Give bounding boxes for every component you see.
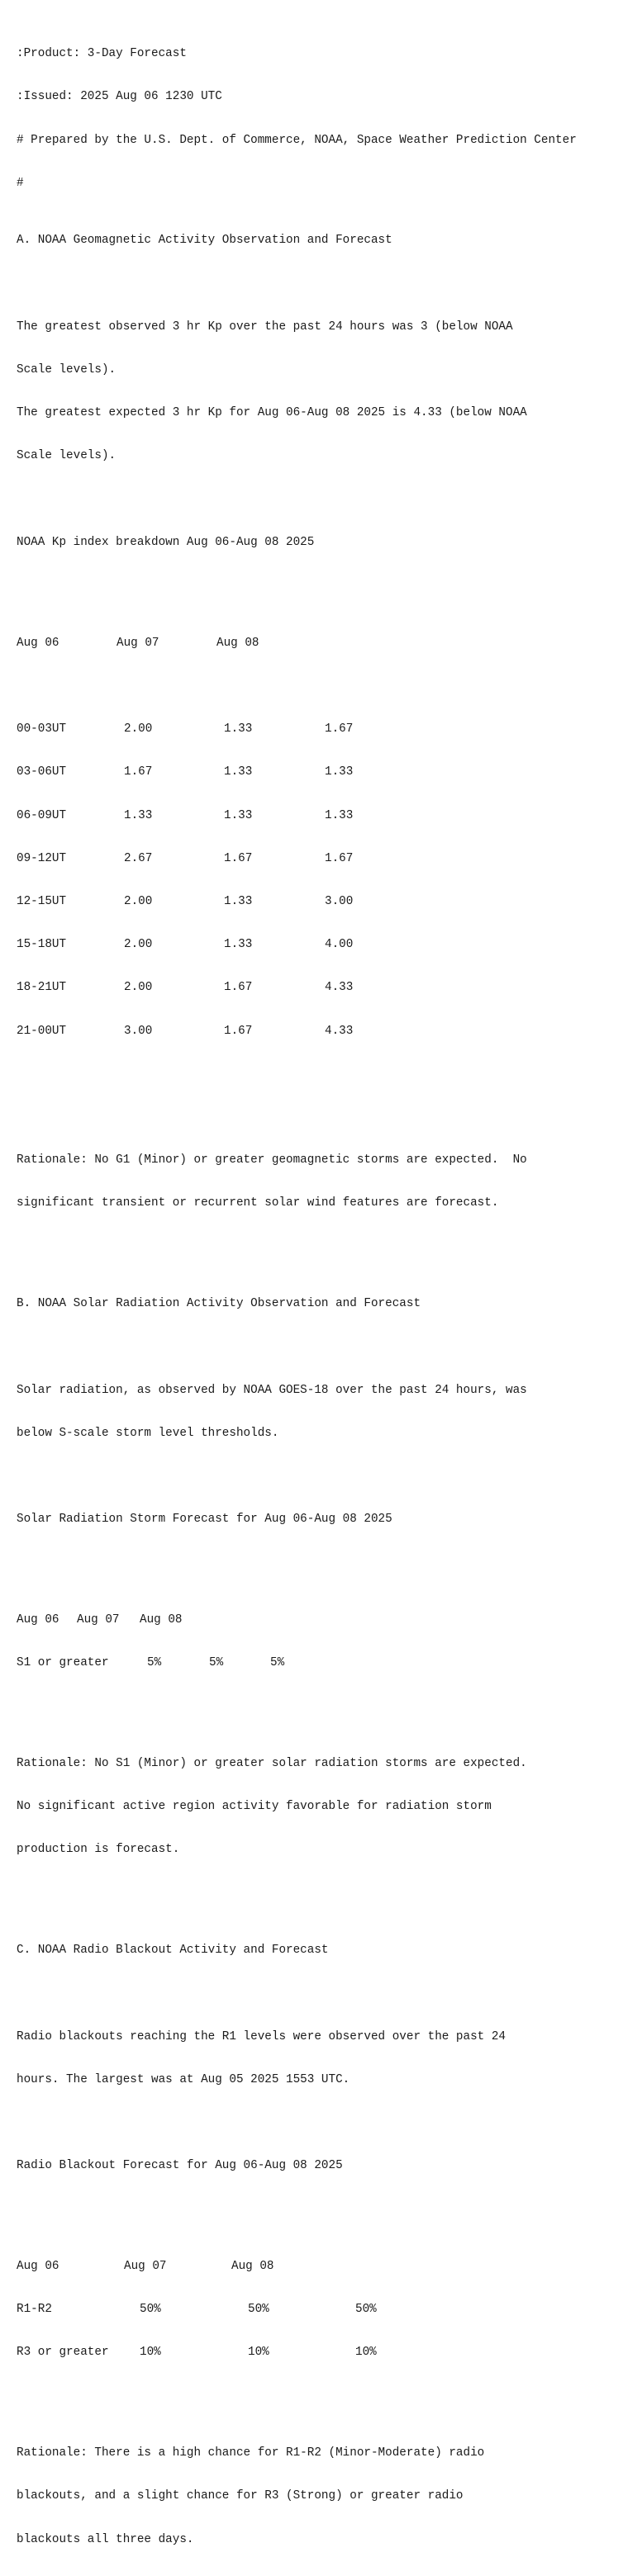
blackout-header-day3: Aug 08: [231, 2260, 274, 2274]
kp-rationale-line-1: Rationale: No G1 (Minor) or greater geomagnetic storms are expected. No: [17, 1153, 527, 1167]
prepared-line: # Prepared by the U.S. Dept. of Commerce, NOAA, Space Weather Prediction Center: [17, 133, 577, 147]
blackout-header-day2: Aug 07: [124, 2260, 167, 2274]
kp-value-day3: 4.33: [325, 1024, 354, 1038]
kp-header-day3: Aug 08: [216, 636, 259, 650]
table-row: [17, 2346, 636, 2360]
table-row: [17, 895, 636, 909]
blackout-forecast-title: Radio Blackout Forecast for Aug 06-Aug 08 2025: [17, 2159, 343, 2173]
kp-value-day2: 1.33: [224, 722, 253, 736]
kp-period: 12-15UT: [17, 894, 67, 908]
table-row: [17, 765, 636, 779]
kp-value-day2: 1.33: [224, 938, 253, 952]
radiation-rationale-line-1: Rationale: No S1 (Minor) or greater solar radiation storms are expected.: [17, 1757, 527, 1770]
blackout-value-day2: 10%: [248, 2346, 269, 2360]
radiation-observed-line-2: below S-scale storm level thresholds.: [17, 1426, 279, 1440]
blackout-value-day2: 50%: [248, 2303, 269, 2317]
table-row: [17, 1656, 636, 1670]
table-row: [17, 981, 636, 995]
radiation-observed-line-1: Solar radiation, as observed by NOAA GOES-18 over the past 24 hours, was: [17, 1383, 527, 1397]
radiation-value-day1: 5%: [147, 1656, 162, 1670]
kp-value-day1: 2.00: [124, 938, 153, 952]
kp-value-day3: 4.33: [325, 981, 354, 995]
kp-observed-line-1: The greatest observed 3 hr Kp over the past 24 hours was 3 (below NOAA: [17, 320, 513, 334]
kp-value-day1: 2.67: [124, 851, 153, 865]
kp-value-day2: 1.33: [224, 808, 253, 822]
kp-expected-line-1: The greatest expected 3 hr Kp for Aug 06-Aug 08 2025 is 4.33 (below NOAA: [17, 406, 527, 420]
radiation-header-day2: Aug 07: [77, 1612, 120, 1627]
section-b-title: B. NOAA Solar Radiation Activity Observation and Forecast: [17, 1297, 421, 1311]
table-row: [17, 722, 636, 736]
kp-period: 15-18UT: [17, 938, 67, 952]
radiation-rationale-line-3: production is forecast.: [17, 1843, 180, 1857]
section-c-title: C. NOAA Radio Blackout Activity and Forecast: [17, 1944, 329, 1958]
kp-value-day3: 1.67: [325, 851, 354, 865]
blackout-rationale-line-3: blackouts all three days.: [17, 2532, 194, 2546]
issued-line: :Issued: 2025 Aug 06 1230 UTC: [17, 90, 222, 104]
kp-header-day2: Aug 07: [117, 636, 159, 650]
blackout-observed-line-2: hours. The largest was at Aug 05 2025 1553 UTC.: [17, 2072, 350, 2086]
kp-period: 00-03UT: [17, 722, 67, 736]
kp-period: 21-00UT: [17, 1024, 67, 1038]
kp-value-day1: 1.67: [124, 765, 153, 779]
section-a-title: A. NOAA Geomagnetic Activity Observation and Forecast: [17, 234, 392, 248]
kp-breakdown-title: NOAA Kp index breakdown Aug 06-Aug 08 2025: [17, 535, 315, 549]
blackout-header-day1: Aug 06: [17, 2260, 59, 2274]
radiation-forecast-title: Solar Radiation Storm Forecast for Aug 06-Aug 08 2025: [17, 1513, 392, 1527]
blackout-value-day3: 50%: [355, 2303, 377, 2317]
radiation-header-day3: Aug 08: [140, 1612, 183, 1627]
kp-value-day1: 2.00: [124, 894, 153, 908]
blackout-rationale-line-2: blackouts, and a slight chance for R3 (Strong) or greater radio: [17, 2489, 464, 2503]
kp-header-day1: Aug 06: [17, 636, 59, 650]
radiation-rationale-line-2: No significant active region activity favorable for radiation storm: [17, 1800, 492, 1814]
blackout-row-label: R1-R2: [17, 2303, 52, 2317]
blackout-rationale-line-1: Rationale: There is a high chance for R1-R2 (Minor-Moderate) radio: [17, 2446, 485, 2460]
radiation-value-day3: 5%: [270, 1656, 285, 1670]
kp-value-day3: 1.67: [325, 722, 354, 736]
table-row: [17, 852, 636, 866]
radiation-header-day1: Aug 06: [17, 1612, 59, 1627]
kp-value-day1: 3.00: [124, 1024, 153, 1038]
kp-table-body: [17, 694, 636, 1067]
kp-value-day3: 4.00: [325, 938, 354, 952]
kp-value-day1: 2.00: [124, 722, 153, 736]
kp-expected-line-2: Scale levels).: [17, 449, 117, 463]
kp-period: 06-09UT: [17, 808, 67, 822]
kp-observed-line-2: Scale levels).: [17, 363, 117, 377]
kp-period: 09-12UT: [17, 851, 67, 865]
blackout-value-day1: 10%: [140, 2346, 161, 2360]
kp-rationale-line-2: significant transient or recurrent solar wind features are forecast.: [17, 1196, 499, 1210]
blackout-row-label: R3 or greater: [17, 2346, 109, 2360]
kp-period: 03-06UT: [17, 765, 67, 779]
product-line: :Product: 3-Day Forecast: [17, 47, 187, 61]
kp-value-day2: 1.33: [224, 894, 253, 908]
hash-line: #: [17, 176, 24, 190]
table-row: [17, 1025, 636, 1039]
radiation-value-day2: 5%: [209, 1656, 224, 1670]
blackout-value-day3: 10%: [355, 2346, 377, 2360]
radiation-table-header: [17, 1613, 636, 1627]
kp-value-day2: 1.67: [224, 1024, 253, 1038]
kp-value-day1: 2.00: [124, 981, 153, 995]
radiation-row-label: S1 or greater: [17, 1656, 109, 1670]
kp-value-day3: 1.33: [325, 808, 354, 822]
table-row: [17, 938, 636, 952]
kp-table-header: [17, 637, 636, 651]
blackout-table-header: [17, 2260, 636, 2274]
kp-value-day2: 1.67: [224, 851, 253, 865]
kp-value-day1: 1.33: [124, 808, 153, 822]
blackout-observed-line-1: Radio blackouts reaching the R1 levels were observed over the past 24: [17, 2029, 506, 2043]
forecast-document: [17, 4, 636, 2576]
kp-value-day2: 1.33: [224, 765, 253, 779]
kp-value-day2: 1.67: [224, 981, 253, 995]
kp-value-day3: 3.00: [325, 894, 354, 908]
table-row: [17, 2303, 636, 2317]
blackout-value-day1: 50%: [140, 2303, 161, 2317]
table-row: [17, 809, 636, 823]
kp-value-day3: 1.33: [325, 765, 354, 779]
kp-period: 18-21UT: [17, 981, 67, 995]
